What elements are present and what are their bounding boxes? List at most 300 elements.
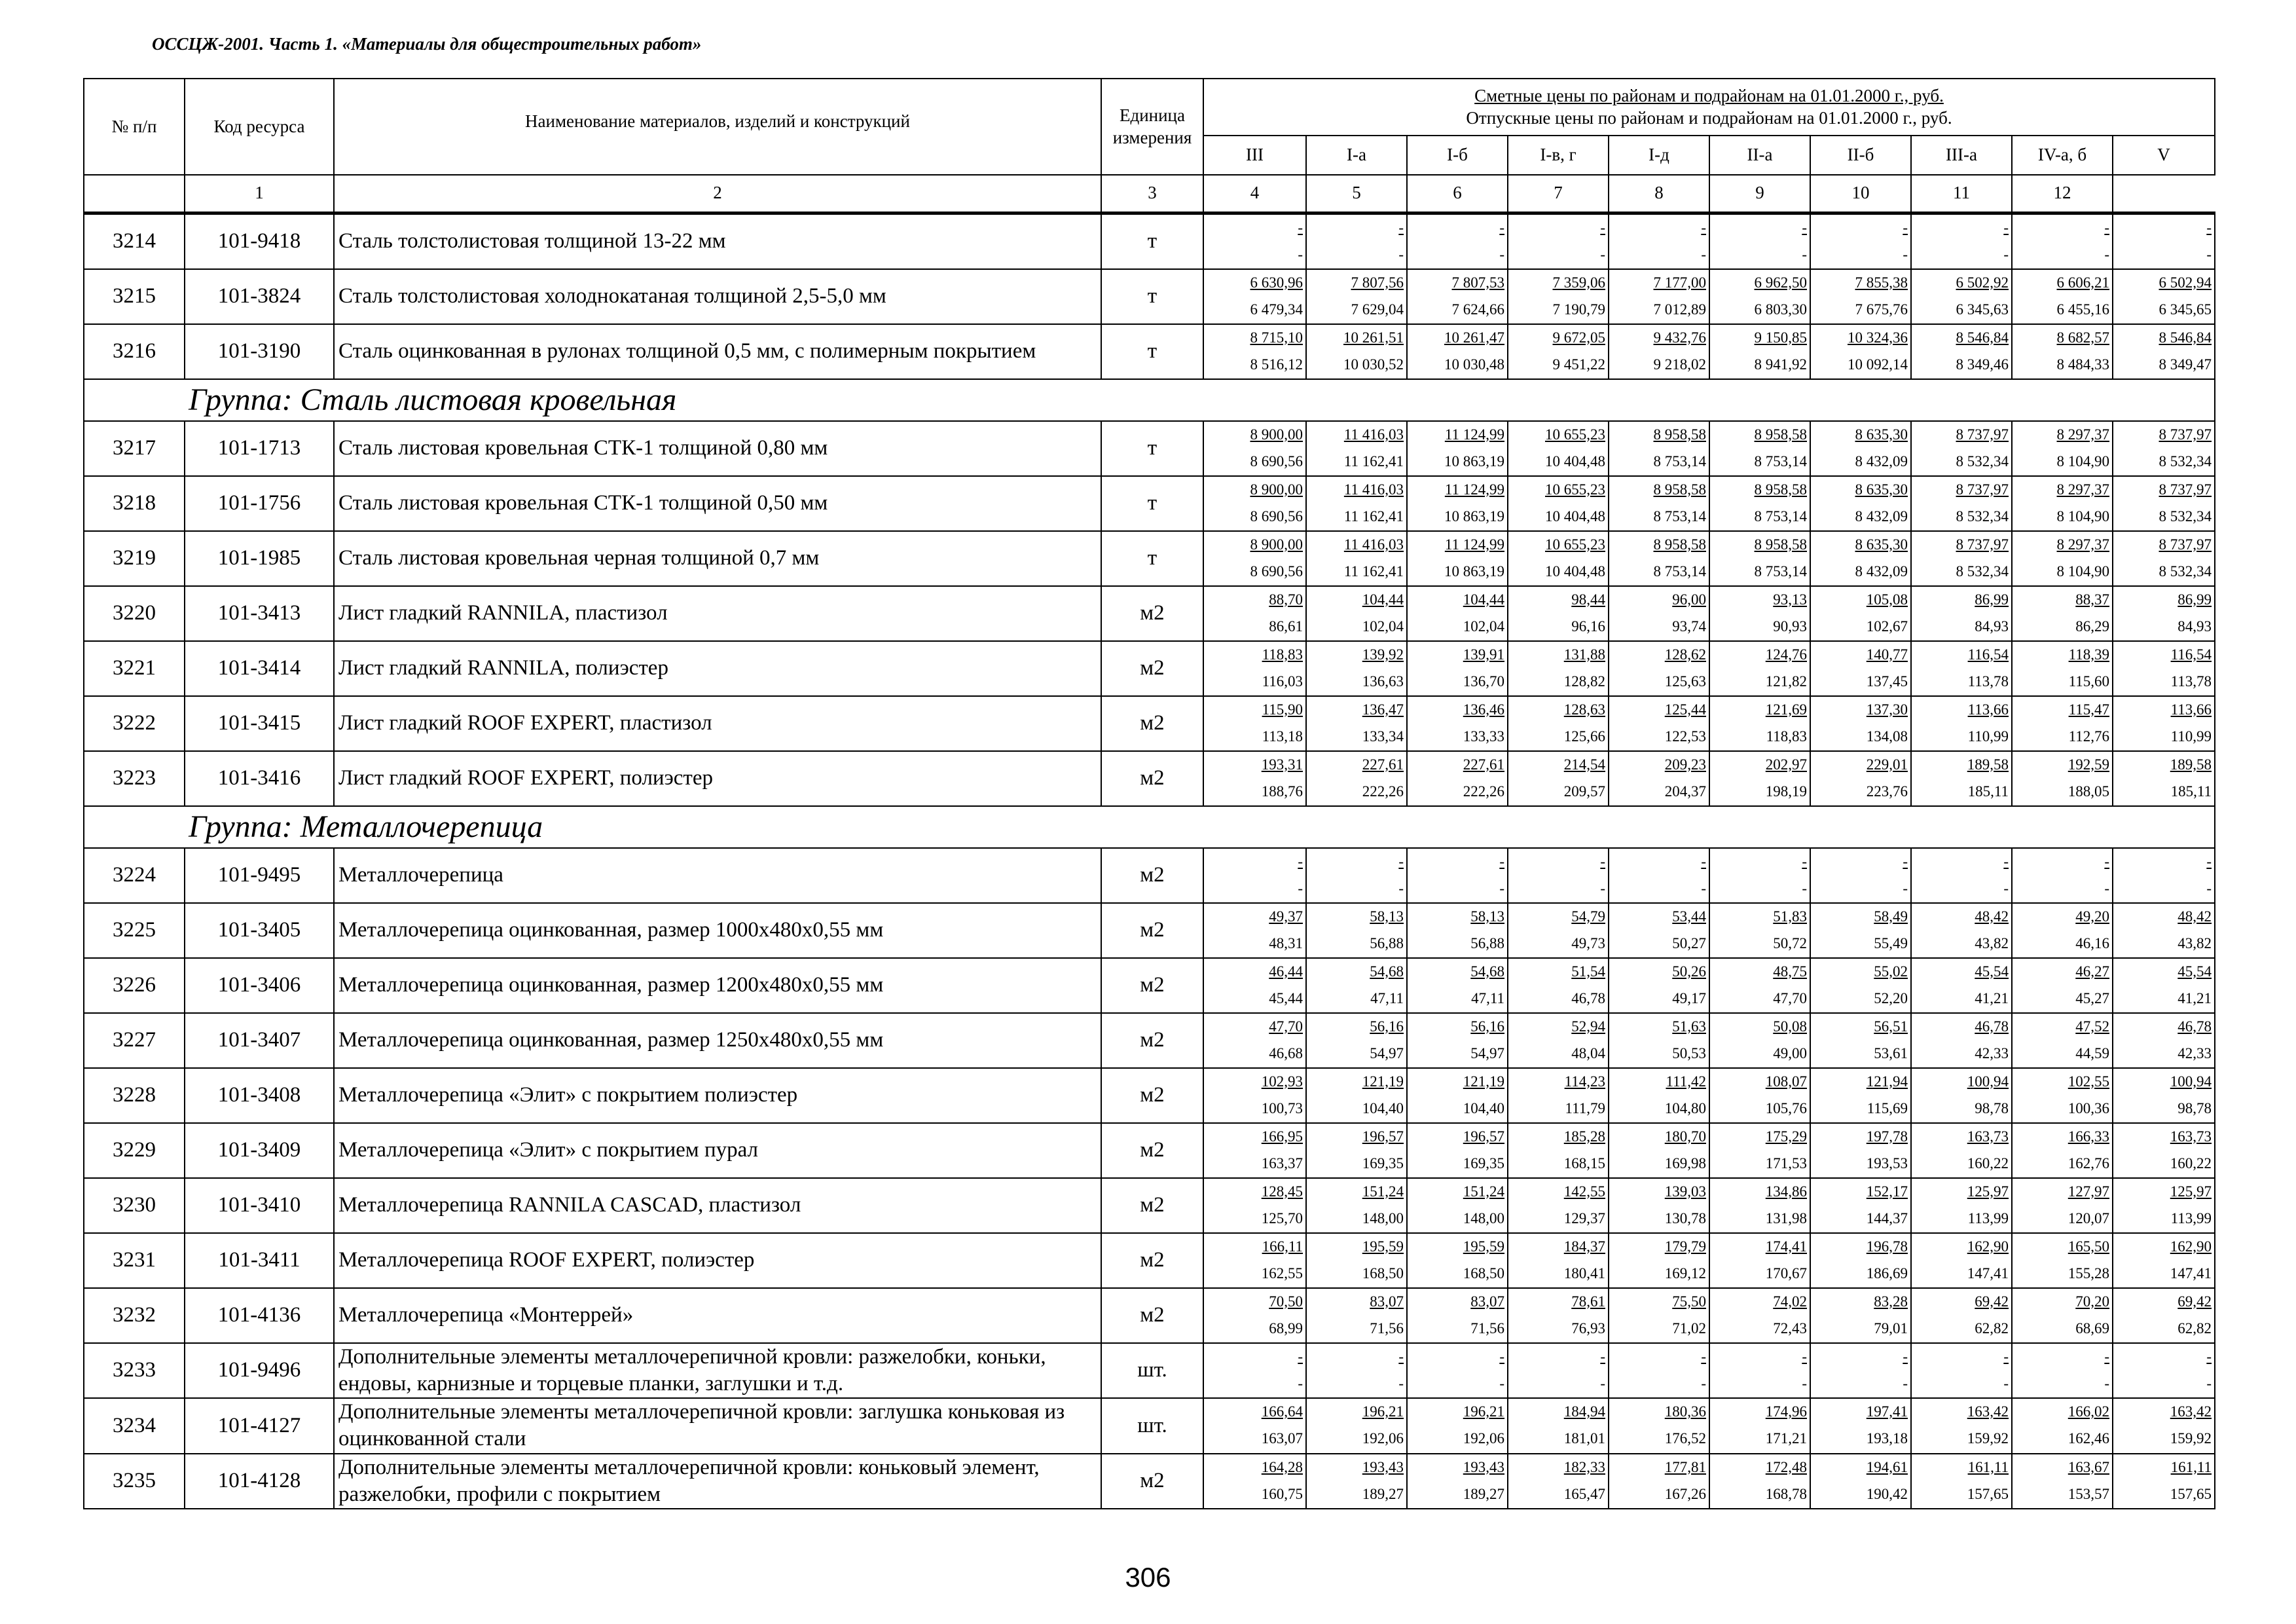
estimate-price: - [1802, 219, 1807, 236]
estimate-price: 166,02 [2068, 1403, 2109, 1420]
release-price: 79,01 [1874, 1320, 1908, 1337]
price-cell [1306, 641, 1407, 696]
table-row [84, 641, 2215, 696]
release-price: 56,88 [1470, 934, 1504, 951]
release-price: 122,53 [1664, 728, 1706, 745]
price-cell [1306, 269, 1407, 324]
estimate-price: 163,73 [1967, 1128, 2009, 1145]
estimate-price: 180,70 [1664, 1128, 1706, 1145]
estimate-price: 131,88 [1563, 646, 1605, 663]
estimate-price: 9 432,76 [1653, 329, 1706, 346]
release-price: 155,28 [2068, 1264, 2109, 1282]
estimate-price: 102,93 [1261, 1073, 1303, 1090]
unit-of-measure: м2 [1101, 751, 1203, 806]
release-price: 223,76 [1866, 783, 1908, 800]
release-price: - [2206, 1375, 2212, 1392]
price-cell [1306, 1233, 1407, 1288]
release-price: - [1298, 246, 1303, 263]
price-cell [1508, 1454, 1609, 1509]
estimate-price: 58,13 [1470, 908, 1504, 925]
estimate-price: 195,59 [1463, 1238, 1504, 1255]
price-cell [2012, 848, 2113, 903]
estimate-price: 165,50 [2068, 1238, 2109, 1255]
release-price: 7 190,79 [1552, 301, 1605, 318]
release-price: 190,42 [1866, 1485, 1908, 1502]
column-index: 2 [334, 175, 1101, 213]
column-index: 4 [1203, 175, 1306, 213]
release-price: 8 104,90 [2056, 452, 2109, 470]
release-price: - [1298, 1375, 1303, 1392]
price-cell [1306, 1123, 1407, 1178]
price-cell [1508, 696, 1609, 751]
estimate-price: 75,50 [1672, 1293, 1706, 1310]
price-cell [2012, 1454, 2113, 1509]
estimate-price: - [1298, 853, 1303, 870]
price-cell [1508, 1123, 1609, 1178]
price-cell [1203, 848, 1306, 903]
unit-of-measure: м2 [1101, 586, 1203, 641]
table-row [84, 848, 2215, 903]
price-cell [1609, 958, 1709, 1013]
estimate-price: 152,17 [1866, 1183, 1908, 1200]
release-price: - [1701, 879, 1706, 896]
price-cell [1203, 958, 1306, 1013]
estimate-price: 116,54 [2170, 646, 2212, 663]
unit-of-measure: т [1101, 476, 1203, 531]
estimate-price: 184,94 [1563, 1403, 1605, 1420]
estimate-price: 202,97 [1765, 756, 1807, 773]
price-cell [2012, 1068, 2113, 1123]
release-price: 104,40 [1463, 1099, 1504, 1116]
price-cell [1911, 1454, 2012, 1509]
estimate-price: - [1298, 1348, 1303, 1365]
release-price: 185,11 [2170, 783, 2212, 800]
release-price: 43,82 [1975, 934, 2009, 951]
estimate-price: 166,95 [1261, 1128, 1303, 1145]
estimate-price: 93,13 [1773, 591, 1807, 608]
release-price: 96,16 [1571, 618, 1605, 635]
release-price: 115,69 [1867, 1099, 1908, 1116]
estimate-price: 161,11 [1967, 1458, 2009, 1475]
estimate-price: 70,50 [1269, 1293, 1303, 1310]
estimate-price: 151,24 [1362, 1183, 1404, 1200]
price-cell [1709, 696, 1810, 751]
release-price: 56,88 [1370, 934, 1404, 951]
price-cell [2012, 696, 2113, 751]
estimate-price: 196,78 [1866, 1238, 1908, 1255]
price-cell [1407, 531, 1508, 586]
price-cell [1911, 751, 2012, 806]
release-price: 181,01 [1563, 1430, 1605, 1447]
estimate-price: 8 635,30 [1855, 481, 1908, 498]
price-cell [1609, 1123, 1709, 1178]
release-price: 125,63 [1664, 673, 1706, 690]
release-price: 8 432,09 [1855, 507, 1908, 525]
price-cell [1407, 1398, 1508, 1454]
price-cell [1203, 641, 1306, 696]
estimate-price: 8 900,00 [1250, 536, 1303, 553]
estimate-price: 8 297,37 [2056, 536, 2109, 553]
price-cell [1306, 1288, 1407, 1343]
table-row [84, 213, 2215, 269]
price-cell [2113, 476, 2215, 531]
estimate-price: 8 958,58 [1653, 481, 1706, 498]
price-cell [1609, 751, 1709, 806]
release-price: 8 753,14 [1754, 563, 1807, 580]
estimate-price: - [2003, 1348, 2009, 1365]
unit-of-measure: м2 [1101, 641, 1203, 696]
estimate-price: 194,61 [1866, 1458, 1908, 1475]
price-cell [1203, 1068, 1306, 1123]
price-cell [1508, 903, 1609, 958]
release-price: 8 532,34 [1956, 563, 2009, 580]
release-price: 209,57 [1563, 783, 1605, 800]
estimate-price: 139,91 [1463, 646, 1504, 663]
price-cell [1609, 269, 1709, 324]
estimate-price: - [1600, 1348, 1605, 1365]
release-price: 160,22 [1967, 1154, 2009, 1172]
document-header: ОССЦЖ-2001. Часть 1. «Материалы для общестроительных работ» [152, 34, 702, 54]
estimate-price: - [1701, 1348, 1706, 1365]
price-cell [2012, 1343, 2113, 1399]
price-cell [2113, 903, 2215, 958]
release-price: 6 455,16 [2056, 301, 2109, 318]
price-cell [1306, 476, 1407, 531]
group-title: Группа: Сталь листовая кровельная [185, 379, 2215, 421]
material-name: Сталь листовая кровельная черная толщиной 0,7 мм [334, 531, 1101, 586]
estimate-price: 139,03 [1664, 1183, 1706, 1200]
estimate-price: 8 737,97 [2159, 426, 2212, 443]
price-cell [1709, 958, 1810, 1013]
price-cell [2012, 903, 2113, 958]
price-cell [2012, 213, 2113, 269]
price-cell [1911, 696, 2012, 751]
release-price: 171,21 [1765, 1430, 1807, 1447]
estimate-price: 100,94 [1967, 1073, 2009, 1090]
release-price: - [1903, 1375, 1908, 1392]
release-price: 147,41 [1967, 1264, 2009, 1282]
estimate-price: - [1398, 1348, 1404, 1365]
row-number: 3234 [84, 1398, 185, 1454]
price-cell [1508, 1288, 1609, 1343]
col-header-code: Код ресурса [185, 79, 334, 175]
release-price: 198,19 [1765, 783, 1807, 800]
estimate-price: 116,54 [1967, 646, 2009, 663]
estimate-price: 51,54 [1571, 963, 1605, 980]
material-name: Дополнительные элементы металлочерепичной кровли: разжелобки, коньки, ендовы, карнизные и торцевые планки, заглушки и т.д. [334, 1343, 1101, 1399]
release-price: 10 404,48 [1545, 563, 1605, 580]
estimate-price: 7 359,06 [1552, 274, 1605, 291]
table-row [84, 531, 2215, 586]
estimate-price: 7 807,56 [1351, 274, 1404, 291]
price-cell [1911, 476, 2012, 531]
price-cell [1609, 324, 1709, 379]
release-price: 168,50 [1362, 1264, 1404, 1282]
price-cell [1609, 641, 1709, 696]
release-price: 49,17 [1672, 989, 1706, 1006]
price-cell [1709, 1288, 1810, 1343]
price-cell [1911, 586, 2012, 641]
price-cell [1407, 751, 1508, 806]
release-price: 189,27 [1362, 1485, 1404, 1502]
material-name: Металлочерепица «Элит» с покрытием пурал [334, 1123, 1101, 1178]
price-cell [1709, 1013, 1810, 1068]
resource-code: 101-3409 [185, 1123, 334, 1178]
row-number: 3219 [84, 531, 185, 586]
price-cell [1407, 269, 1508, 324]
estimate-price: 48,42 [2178, 908, 2212, 925]
price-cell [1810, 958, 1911, 1013]
release-price: 159,92 [2170, 1430, 2212, 1447]
price-cell [1306, 751, 1407, 806]
estimate-price: 6 630,96 [1250, 274, 1303, 291]
estimate-price: 53,44 [1672, 908, 1706, 925]
price-cell [2113, 269, 2215, 324]
resource-code: 101-3410 [185, 1178, 334, 1233]
estimate-price: 69,42 [1975, 1293, 2009, 1310]
estimate-price: 174,41 [1765, 1238, 1807, 1255]
estimate-price: 161,11 [2170, 1458, 2212, 1475]
unit-of-measure: т [1101, 531, 1203, 586]
release-price: 168,78 [1765, 1485, 1807, 1502]
release-price: 41,21 [1975, 989, 2009, 1006]
col-header-prices [1203, 79, 2215, 136]
release-price: 47,70 [1773, 989, 1807, 1006]
release-price: 41,21 [2178, 989, 2212, 1006]
release-price: 163,07 [1261, 1430, 1303, 1447]
release-price: - [1398, 1375, 1404, 1392]
material-name: Металлочерепица «Монтеррей» [334, 1288, 1101, 1343]
price-cell [2113, 1013, 2215, 1068]
release-price: 8 349,46 [1956, 356, 2009, 373]
release-price: 102,04 [1362, 618, 1404, 635]
price-cell [1203, 1288, 1306, 1343]
release-price: - [2003, 246, 2009, 263]
material-name: Металлочерепица оцинкованная, размер 1250х480х0,55 мм [334, 1013, 1101, 1068]
unit-of-measure: м2 [1101, 903, 1203, 958]
price-cell [1709, 421, 1810, 476]
price-cell [1609, 1343, 1709, 1399]
price-cell [1709, 1454, 1810, 1509]
price-cell [1203, 751, 1306, 806]
estimate-price: - [2206, 853, 2212, 870]
price-cell [1203, 1343, 1306, 1399]
estimate-price: 8 737,97 [2159, 536, 2212, 553]
table-row [84, 421, 2215, 476]
release-price: 8 484,33 [2056, 356, 2109, 373]
release-price: 192,06 [1362, 1430, 1404, 1447]
material-name: Сталь листовая кровельная СТК-1 толщиной 0,50 мм [334, 476, 1101, 531]
estimate-price: 105,08 [1866, 591, 1908, 608]
release-price: 188,05 [2068, 783, 2109, 800]
price-cell [1508, 476, 1609, 531]
price-cell [2012, 476, 2113, 531]
release-price: - [1499, 1375, 1504, 1392]
price-cell [2012, 269, 2113, 324]
price-cell [1609, 213, 1709, 269]
price-cell [1203, 1398, 1306, 1454]
price-cell [1407, 848, 1508, 903]
estimate-price: - [2104, 219, 2109, 236]
estimate-price: 49,37 [1269, 908, 1303, 925]
estimate-price: - [1903, 853, 1908, 870]
price-cell [2113, 1178, 2215, 1233]
estimate-price: 83,07 [1470, 1293, 1504, 1310]
release-price: 10 863,19 [1444, 452, 1504, 470]
release-price: 115,60 [2068, 673, 2109, 690]
estimate-price: 196,21 [1463, 1403, 1504, 1420]
estimate-price: 10 655,23 [1545, 536, 1605, 553]
estimate-price: 50,26 [1672, 963, 1706, 980]
price-cell [1709, 531, 1810, 586]
table-row [84, 696, 2215, 751]
release-price: 169,12 [1664, 1264, 1706, 1282]
price-cell [2113, 1343, 2215, 1399]
release-price: 6 479,34 [1250, 301, 1303, 318]
release-price: 68,69 [2075, 1320, 2109, 1337]
estimate-price: 111,42 [1666, 1073, 1706, 1090]
price-cell [1407, 1178, 1508, 1233]
estimate-price: 182,33 [1563, 1458, 1605, 1475]
price-cell [1609, 586, 1709, 641]
estimate-price: 8 958,58 [1754, 536, 1807, 553]
price-cell [2012, 421, 2113, 476]
estimate-price: 166,11 [1262, 1238, 1303, 1255]
estimate-price: 227,61 [1362, 756, 1404, 773]
release-price: 100,36 [2068, 1099, 2109, 1116]
price-cell [1306, 586, 1407, 641]
estimate-price: 121,19 [1362, 1073, 1404, 1090]
release-price: 45,44 [1269, 989, 1303, 1006]
price-cell [1407, 1233, 1508, 1288]
price-cell [1407, 586, 1508, 641]
price-cell [1810, 1398, 1911, 1454]
price-cell [1203, 531, 1306, 586]
estimate-price: 96,00 [1672, 591, 1706, 608]
material-name: Лист гладкий RANNILA, полиэстер [334, 641, 1101, 696]
release-price: 10 030,48 [1444, 356, 1504, 373]
group-spacer [84, 379, 185, 421]
price-cell [1609, 1178, 1709, 1233]
release-price: 171,53 [1765, 1154, 1807, 1172]
estimate-price: 8 958,58 [1653, 536, 1706, 553]
estimate-price: 8 715,10 [1250, 329, 1303, 346]
release-price: - [2003, 879, 2009, 896]
estimate-price: - [1903, 219, 1908, 236]
estimate-price: 163,42 [2170, 1403, 2212, 1420]
estimate-price: 195,59 [1362, 1238, 1404, 1255]
estimate-price: 11 124,99 [1444, 426, 1504, 443]
price-cell [1911, 269, 2012, 324]
estimate-price: 48,75 [1773, 963, 1807, 980]
release-price: 8 532,34 [1956, 507, 2009, 525]
price-cell [1508, 269, 1609, 324]
release-price: 113,99 [2170, 1209, 2212, 1227]
estimate-price: 69,42 [2178, 1293, 2212, 1310]
price-cell [1407, 1343, 1508, 1399]
release-price: 8 532,34 [2159, 507, 2212, 525]
table-body [84, 213, 2215, 1509]
release-price: 47,11 [1370, 989, 1404, 1006]
price-cell [2012, 1288, 2113, 1343]
estimate-price: - [1701, 853, 1706, 870]
release-price: 86,29 [2075, 618, 2109, 635]
table-row [84, 1454, 2215, 1509]
release-price: 104,40 [1362, 1099, 1404, 1116]
price-cell [1709, 213, 1810, 269]
estimate-price: 172,48 [1765, 1458, 1807, 1475]
unit-of-measure: шт. [1101, 1343, 1203, 1399]
price-cell [1407, 696, 1508, 751]
release-price: 50,53 [1672, 1044, 1706, 1061]
estimate-price: 10 261,47 [1444, 329, 1504, 346]
release-price: 44,59 [2075, 1044, 2109, 1061]
release-price: 49,73 [1571, 934, 1605, 951]
estimate-price: 180,36 [1664, 1403, 1706, 1420]
price-cell [2012, 586, 2113, 641]
estimate-price: 7 855,38 [1855, 274, 1908, 291]
column-index: 11 [1911, 175, 2012, 213]
release-price: 111,79 [1565, 1099, 1605, 1116]
price-cell [1609, 1288, 1709, 1343]
estimate-price: 151,24 [1463, 1183, 1504, 1200]
estimate-price: 127,97 [2068, 1183, 2109, 1200]
material-name: Лист гладкий ROOF EXPERT, пластизол [334, 696, 1101, 751]
release-price: 8 532,34 [2159, 563, 2212, 580]
price-cell [1407, 213, 1508, 269]
release-price: - [1499, 879, 1504, 896]
release-price: 134,08 [1866, 728, 1908, 745]
price-cell [2012, 1123, 2113, 1178]
price-cell [1911, 1068, 2012, 1123]
estimate-price: 88,37 [2075, 591, 2109, 608]
estimate-price: 11 124,99 [1444, 536, 1504, 553]
estimate-price: 192,59 [2068, 756, 2109, 773]
price-cell [1609, 903, 1709, 958]
release-price: 157,65 [2170, 1485, 2212, 1502]
estimate-price: 8 737,97 [1956, 426, 2009, 443]
price-cell [1508, 1013, 1609, 1068]
release-price: 11 162,41 [1343, 563, 1404, 580]
release-price: - [1600, 246, 1605, 263]
estimate-price: 174,96 [1765, 1403, 1807, 1420]
unit-of-measure: т [1101, 269, 1203, 324]
unit-of-measure: м2 [1101, 1123, 1203, 1178]
table-row [84, 586, 2215, 641]
material-name: Металлочерепица «Элит» с покрытием полиэстер [334, 1068, 1101, 1123]
release-price: 6 803,30 [1754, 301, 1807, 318]
release-price: 8 753,14 [1754, 507, 1807, 525]
price-cell [1407, 1454, 1508, 1509]
estimate-price: 11 416,03 [1343, 426, 1404, 443]
estimate-price: 11 416,03 [1343, 481, 1404, 498]
release-price: 84,93 [1975, 618, 2009, 635]
material-name: Сталь толстолистовая толщиной 13-22 мм [334, 213, 1101, 269]
estimate-price: 125,44 [1664, 701, 1706, 718]
release-price: 148,00 [1362, 1209, 1404, 1227]
estimate-price: 121,69 [1765, 701, 1807, 718]
estimate-price: 197,41 [1866, 1403, 1908, 1420]
estimate-price: 74,02 [1773, 1293, 1807, 1310]
page-number: 306 [1125, 1562, 1171, 1593]
release-price: 193,18 [1866, 1430, 1908, 1447]
release-price: 8 104,90 [2056, 563, 2109, 580]
row-number: 3231 [84, 1233, 185, 1288]
estimate-price: 140,77 [1866, 646, 1908, 663]
price-cell [1306, 324, 1407, 379]
release-price: 188,76 [1261, 783, 1303, 800]
release-price: 133,34 [1362, 728, 1404, 745]
